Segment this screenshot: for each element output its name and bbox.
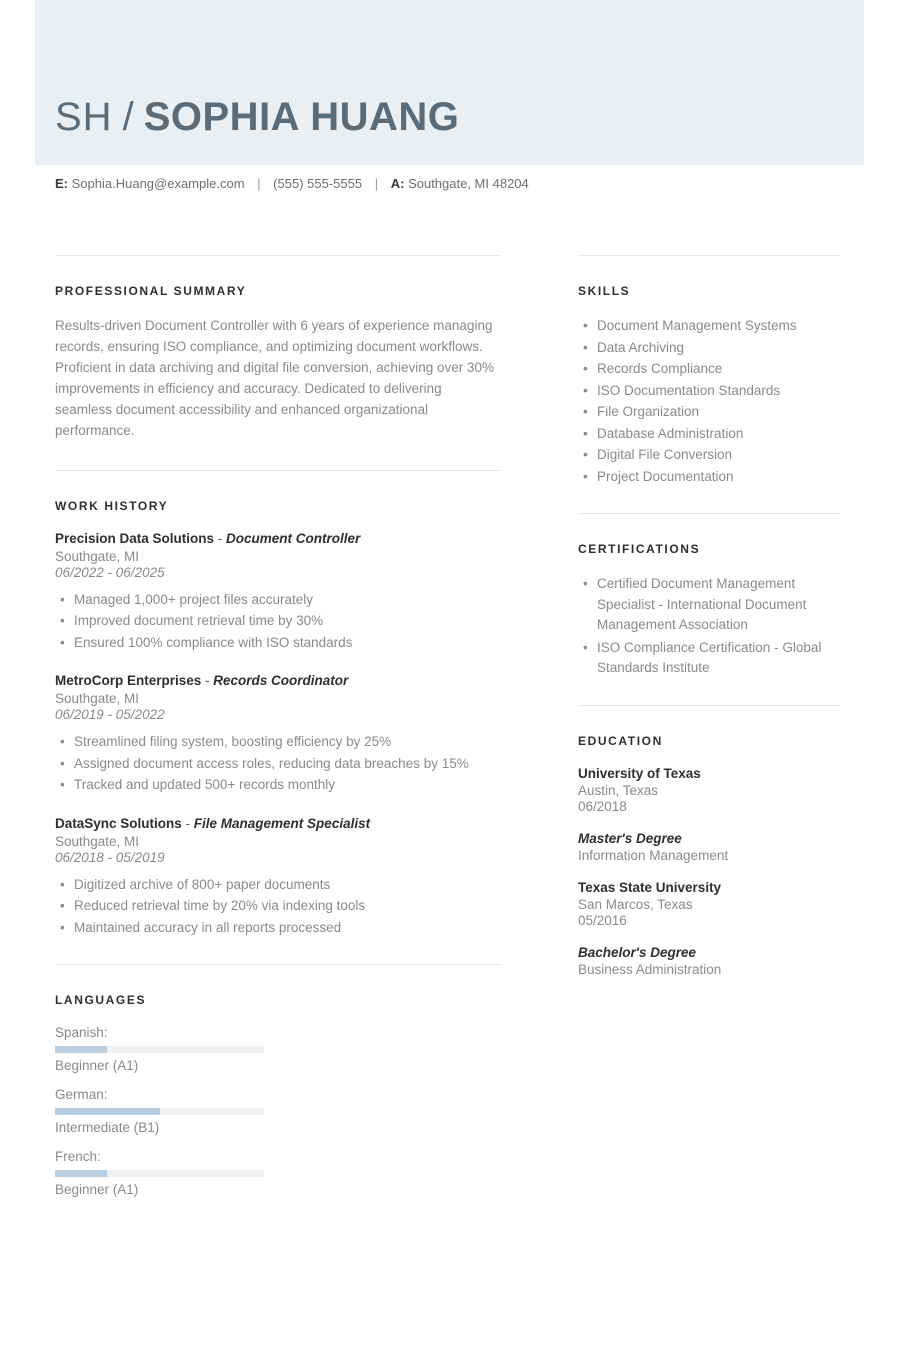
section-title-education: EDUCATION [578,733,663,748]
education-field: Business Administration [578,961,722,977]
contact-separator-2: | [374,176,379,191]
education-location: Austin, Texas [578,782,659,798]
section-title-languages: LANGUAGES [55,993,147,1008]
skill-item: • Data Archiving [597,338,841,359]
education-school: University of Texas [578,765,701,781]
job-heading [55,673,501,688]
skill-item: • Project Documentation [597,467,841,488]
language-proficiency-fill [55,1170,107,1177]
education-degree-block [578,945,841,977]
job-role: Records Coordinator [213,673,349,689]
skill-item: • Records Compliance [597,359,841,380]
address-value: Southgate, MI 48204 [408,176,529,191]
skill-item: • Digital File Conversion [597,445,841,466]
language-item [55,1025,264,1073]
language-item [55,1087,264,1135]
name-separator: / [122,95,134,139]
email-value[interactable]: Sophia.Huang@example.com [71,176,245,191]
job-dates: 06/2018 - 05/2019 [55,849,165,865]
job-bullet-list [55,590,501,654]
job-bullet-list [55,732,501,796]
phone-value[interactable]: (555) 555-5555 [273,176,363,191]
job-bullet: • Digitized archive of 800+ paper documents [74,875,501,896]
job-dates: 06/2019 - 05/2022 [55,707,165,723]
job-company: Precision Data Solutions [55,530,215,546]
contact-separator-1: | [257,176,261,191]
job-bullet: • Streamlined filing system, boosting efficiency by 25% [74,732,501,753]
right-column [578,255,841,994]
education-date: 06/2018 [578,798,627,814]
education-location: San Marcos, Texas [578,896,693,912]
job-location: Southgate, MI [55,833,140,849]
certifications-list [578,574,841,679]
language-level: Intermediate (B1) [55,1120,160,1136]
skill-item: • ISO Documentation Standards [597,381,841,402]
email-label: E: [55,176,68,191]
header-band [35,0,864,165]
job-heading [55,531,501,546]
language-name: German: [55,1087,108,1103]
name-heading [55,97,459,137]
language-proficiency-track [55,1046,264,1053]
job-entry [55,673,501,796]
education-degree: Bachelor's Degree [578,944,697,960]
language-proficiency-fill [55,1046,107,1053]
section-title-skills: SKILLS [578,284,631,298]
language-level: Beginner (A1) [55,1058,139,1074]
job-bullet: • Managed 1,000+ project files accurately [74,590,501,611]
job-bullet: • Ensured 100% compliance with ISO standards [74,633,501,654]
job-entry [55,816,501,939]
job-location: Southgate, MI [55,548,140,564]
job-bullet: • Improved document retrieval time by 30% [74,611,501,632]
summary-text: Results-driven Document Controller with 6 years of experience managing records, ensuring ISO compliance, and optimizing document workflows. Proficient in data archiving and digital file conversion, achieving over 30% improvements in efficiency and accuracy. Dedicated to delivering seamless document accessibility and enhanced organizational performance. [55,318,495,438]
skill-item: • File Organization [597,402,841,423]
job-heading [55,816,501,831]
job-role: Document Controller [226,530,361,546]
divider-certifications-top [578,513,841,514]
job-company: DataSync Solutions [55,815,182,831]
divider-summary-top [55,255,501,256]
job-company: MetroCorp Enterprises [55,673,202,689]
contact-row [55,176,529,191]
language-name: Spanish: [55,1025,108,1041]
job-bullet: • Assigned document access roles, reducing data breaches by 15% [74,754,501,775]
job-bullet: • Maintained accuracy in all reports processed [74,918,501,939]
left-column [55,255,501,1211]
skill-item: • Database Administration [597,424,841,445]
language-proficiency-track [55,1170,264,1177]
language-level: Beginner (A1) [55,1182,139,1198]
language-proficiency-track [55,1108,264,1115]
education-date: 05/2016 [578,912,627,928]
job-bullet-list [55,875,501,939]
job-dash: - [181,815,194,831]
skill-item: • Document Management Systems [597,316,841,337]
full-name: SOPHIA HUANG [143,95,460,139]
section-title-summary: PROFESSIONAL SUMMARY [55,284,247,298]
section-title-certifications: CERTIFICATIONS [578,542,701,557]
section-title-work-history: WORK HISTORY [55,498,169,513]
job-role: File Management Specialist [193,815,371,831]
education-entry [578,766,841,814]
job-bullet: • Tracked and updated 500+ records monthly [74,775,501,796]
job-location: Southgate, MI [55,691,140,707]
education-field: Information Management [578,847,729,863]
job-dash: - [201,673,214,689]
languages-grid [55,1025,501,1211]
job-dates: 06/2022 - 06/2025 [55,564,165,580]
education-degree: Master's Degree [578,830,682,846]
skills-list [578,316,841,487]
initials-monogram: SH [55,95,113,139]
divider-work-top [55,470,501,471]
certification-item: • Certified Document Management Specialist - International Document Management Association [597,574,841,636]
job-dash: - [214,530,227,546]
education-degree-block [578,831,841,863]
certification-item: • ISO Compliance Certification - Global Standards Institute [597,638,841,679]
language-name: French: [55,1149,101,1165]
language-proficiency-fill [55,1108,160,1115]
job-entry [55,531,501,654]
address-label: A: [390,176,405,191]
education-entry [578,880,841,928]
divider-education-top [578,705,841,706]
job-bullet: • Reduced retrieval time by 20% via indexing tools [74,896,501,917]
divider-skills-top [578,255,841,256]
language-item [55,1149,264,1197]
divider-languages-top [55,964,501,965]
education-school: Texas State University [578,879,722,895]
